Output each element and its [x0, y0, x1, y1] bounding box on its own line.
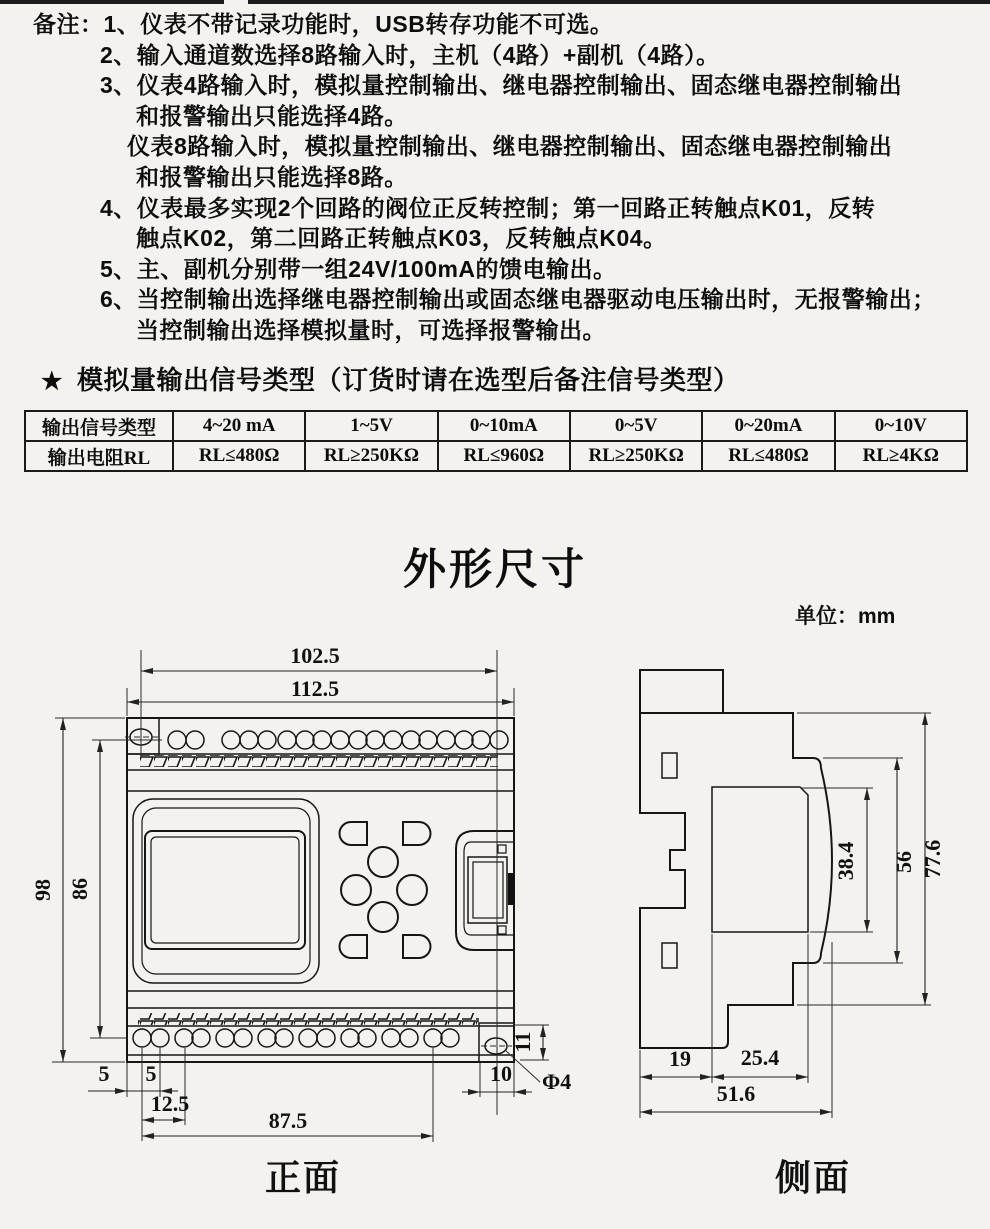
keypad-button-left: [341, 875, 371, 905]
terminal-row-top: [168, 731, 508, 749]
section-title: 外形尺寸: [403, 546, 587, 594]
keypad-button: [340, 822, 368, 845]
table-cell: RL≤480Ω: [173, 441, 305, 471]
note-line: 备注：1、仪表不带记录功能时，USB转存功能不可选。: [33, 11, 614, 37]
table-cell: 1~5V: [305, 411, 437, 441]
dim-edge-offset: 5: [98, 1061, 110, 1086]
table-cell: 4~20 mA: [173, 411, 305, 441]
note-line: 4、仪表最多实现2个回路的阀位正反转控制；第一回路正转触点K01，反转: [100, 194, 876, 221]
keypad-button: [403, 935, 431, 958]
side-top-tab: [640, 670, 723, 713]
table-cell: 0~5V: [570, 411, 702, 441]
table-cell: RL≥4KΩ: [835, 441, 967, 471]
dim-panel-height: 38.4: [833, 841, 858, 881]
note-line: 2、输入通道数选择8路输入时，主机（4路）+副机（4路）。: [100, 41, 720, 68]
dim-hole-diameter: Φ4: [542, 1069, 572, 1094]
keypad-button-down: [368, 902, 398, 932]
dim-tab-height: 11: [510, 1031, 535, 1053]
keypad-button-up: [368, 847, 398, 877]
note-line: 6、当控制输出选择继电器控制输出或固态继电器驱动电压输出时，无报警输出；: [100, 286, 936, 313]
table-cell: RL≤960Ω: [438, 441, 570, 471]
table-header-cell: 输出信号类型: [25, 411, 173, 441]
vent-strip-bottom: [138, 1013, 479, 1025]
front-view-label: 正面: [264, 1157, 342, 1198]
dimension-drawings: [0, 630, 990, 1229]
top-border-remnant: [0, 0, 990, 4]
dim-pair-pitch: 12.5: [150, 1091, 190, 1116]
dim-tab-width: 10: [490, 1061, 512, 1086]
keypad-button-right: [397, 875, 427, 905]
dim-overall-height: 98: [30, 879, 55, 901]
dim-terminal-pitch: 5: [145, 1061, 157, 1086]
keypad-button: [403, 822, 431, 845]
note-line: 和报警输出只能选择4路。: [136, 102, 408, 129]
side-front-panel: [712, 787, 808, 932]
dim-terminal-span-height: 86: [67, 878, 92, 900]
keypad: [340, 822, 431, 958]
side-slot-bottom: [662, 943, 677, 968]
table-cell: RL≥250KΩ: [570, 441, 702, 471]
dim-front-depth: 25.4: [740, 1045, 780, 1070]
table-cell: RL≤480Ω: [702, 441, 834, 471]
star-icon: ★: [41, 368, 64, 395]
analog-output-heading-text: 模拟量输出信号类型（订货时请在选型后备注信号类型）: [77, 365, 740, 395]
note-line: 触点K02，第二回路正转触点K03，反转触点K04。: [136, 225, 667, 252]
note-line: 和报警输出只能选择8路。: [136, 163, 408, 190]
terminal-row-bottom: [133, 1029, 459, 1047]
mounting-tab-top: [127, 718, 159, 754]
side-body-outline: [640, 713, 832, 1048]
note-line: 当控制输出选择模拟量时，可选择报警输出。: [136, 316, 606, 343]
display: [145, 831, 305, 949]
table-cell: 0~10mA: [438, 411, 570, 441]
unit-label: 单位：mm: [795, 605, 896, 628]
dim-hole-spacing-width: 102.5: [290, 643, 340, 668]
table-row: [25, 411, 967, 441]
vent-strip-top: [140, 755, 498, 767]
table-row: [25, 441, 967, 471]
dim-overall-depth: 51.6: [716, 1081, 756, 1106]
dim-body-height: 56: [891, 851, 916, 873]
keypad-button: [340, 935, 368, 958]
notes-section: [0, 9, 990, 346]
dim-back-depth: 19: [669, 1046, 691, 1071]
dim-overall-width: 112.5: [290, 676, 340, 701]
display-bezel-outer: [133, 799, 319, 983]
note-line: 3、仪表4路输入时，模拟量控制输出、继电器控制输出、固态继电器控制输出: [100, 72, 903, 99]
note-line: 5、主、副机分别带一组24V/100mA的馈电输出。: [100, 255, 617, 282]
dim-terminal-span-width: 87.5: [268, 1108, 308, 1133]
table-cell: RL≥250KΩ: [305, 441, 437, 471]
dim-side-overall-height: 77.6: [920, 839, 945, 879]
usb-port: [456, 831, 514, 950]
table-header-cell: 输出电阻RL: [25, 441, 173, 471]
front-view: [30, 643, 571, 1198]
signal-type-table: [24, 410, 968, 472]
table-cell: 0~10V: [835, 411, 967, 441]
side-slot-top: [662, 753, 677, 778]
side-view: [640, 670, 945, 1198]
side-view-label: 侧面: [774, 1157, 852, 1198]
table-cell: 0~20mA: [702, 411, 834, 441]
note-line: 仪表8路输入时，模拟量控制输出、继电器控制输出、固态继电器控制输出: [127, 133, 893, 160]
analog-output-heading: [41, 360, 740, 397]
